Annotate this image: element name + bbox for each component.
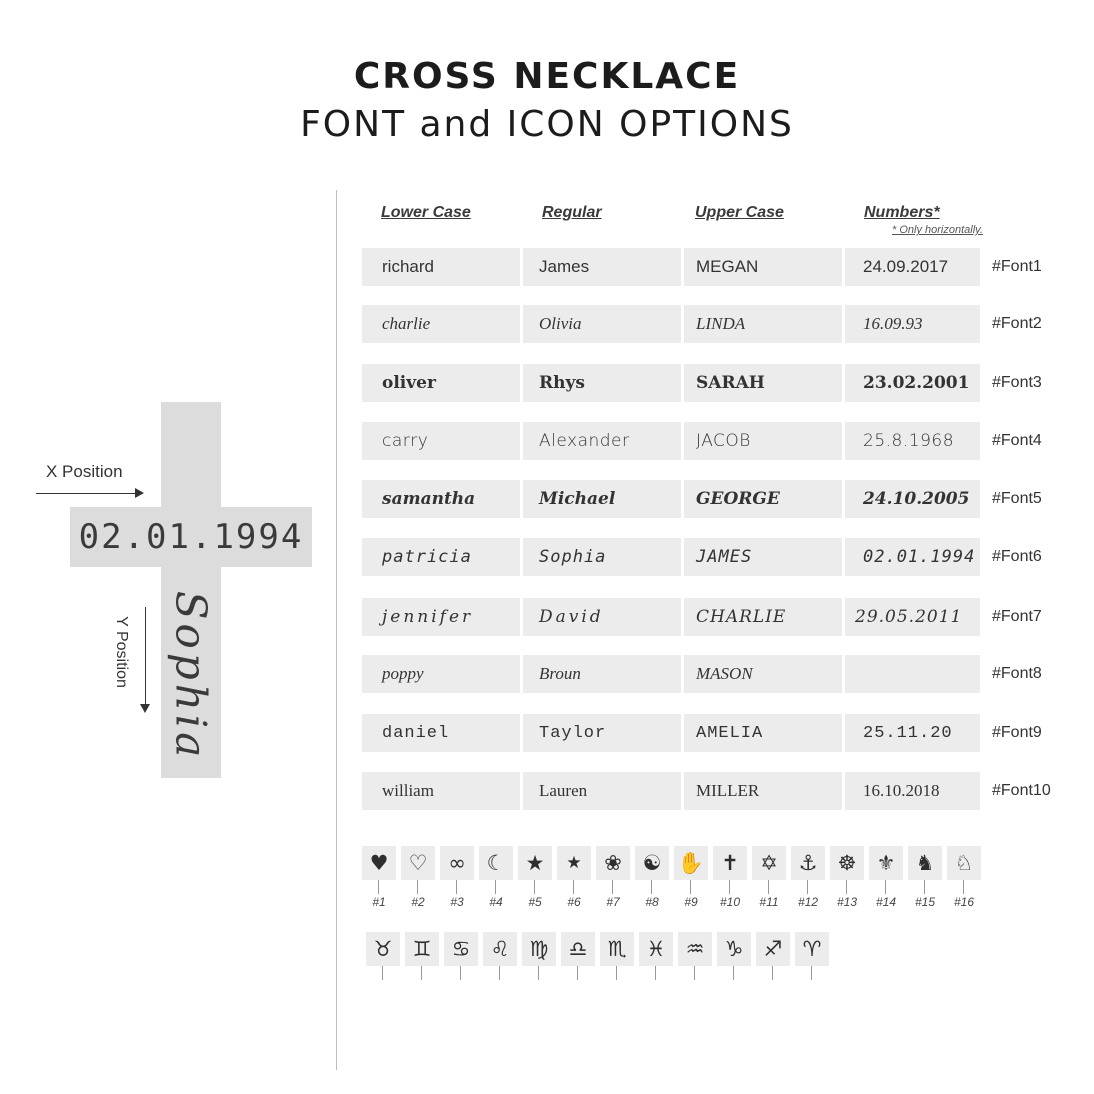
header-lower-case: Lower Case (381, 204, 471, 221)
icon-option[interactable] (674, 846, 708, 916)
icon-stem (573, 880, 574, 894)
icon-label: #15 (914, 895, 936, 909)
yin-yang-icon: ☯ (635, 846, 669, 880)
icon-option[interactable] (947, 846, 981, 916)
icon-label: #3 (450, 895, 464, 909)
infinity-icon: ∞ (440, 846, 474, 880)
leo-icon: ♌ (483, 932, 517, 966)
icon-label: #13 (836, 895, 858, 909)
icon-stem (924, 880, 925, 894)
regular-sample: Rhys (523, 364, 681, 402)
icon-label: #4 (489, 895, 503, 909)
icon-stem (456, 880, 457, 894)
icon-options (362, 846, 1022, 916)
upper-case-sample: JACOB (684, 422, 842, 460)
icon-option[interactable] (791, 846, 825, 916)
icon-option[interactable] (440, 846, 474, 916)
heart-filled-icon: ♥ (362, 846, 396, 880)
font-tag: #Font6 (992, 548, 1042, 565)
aries-icon: ♈ (795, 932, 829, 966)
font-row[interactable] (362, 305, 1082, 343)
icon-stem (885, 880, 886, 894)
cancer-icon: ♋ (444, 932, 478, 966)
number-sample: 24.10.2005 (845, 480, 980, 518)
font-tag: #Font5 (992, 490, 1042, 507)
number-sample: 24.09.2017 (845, 248, 980, 286)
icon-option[interactable] (479, 846, 513, 916)
upper-case-sample: MEGAN (684, 248, 842, 286)
zodiac-option[interactable] (561, 932, 595, 1002)
icon-stem (772, 966, 773, 980)
font-row[interactable] (362, 538, 1082, 576)
font-row[interactable] (362, 364, 1082, 402)
font-tag: #Font8 (992, 665, 1042, 682)
icon-option[interactable] (713, 846, 747, 916)
icon-option[interactable] (401, 846, 435, 916)
number-sample: 02.01.1994 (845, 538, 980, 576)
lower-case-sample: jennifer (362, 598, 520, 636)
font-row[interactable] (362, 248, 1082, 286)
icon-stem (963, 880, 964, 894)
regular-sample: Lauren (523, 772, 681, 810)
lower-case-sample: poppy (362, 655, 520, 693)
header-numbers: Numbers* (864, 204, 940, 221)
ship-wheel-icon: ☸ (830, 846, 864, 880)
icon-label: #6 (567, 895, 581, 909)
vertical-divider (336, 190, 337, 1070)
crescent-moon-icon: ☾ (479, 846, 513, 880)
lower-case-sample: oliver (362, 364, 520, 402)
font-tag: #Font7 (992, 608, 1042, 625)
number-sample: 16.10.2018 (845, 772, 980, 810)
font-tag: #Font1 (992, 258, 1042, 275)
lower-case-sample: patricia (362, 538, 520, 576)
upper-case-sample: LINDA (684, 305, 842, 343)
icon-stem (807, 880, 808, 894)
icon-stem (538, 966, 539, 980)
cross-engraving-name: Sophia (166, 590, 216, 762)
header-upper-case: Upper Case (695, 204, 784, 221)
heart-outline-icon: ♡ (401, 846, 435, 880)
hamsa-icon: ✋ (674, 846, 708, 880)
icon-label: #12 (797, 895, 819, 909)
icon-option[interactable] (518, 846, 552, 916)
font-row[interactable] (362, 772, 1082, 810)
icon-stem (421, 966, 422, 980)
icon-label: #8 (645, 895, 659, 909)
upper-case-sample: MASON (684, 655, 842, 693)
icon-stem (495, 880, 496, 894)
regular-sample: Sophia (523, 538, 681, 576)
icon-stem (378, 880, 379, 894)
sagittarius-icon: ♐ (756, 932, 790, 966)
lower-case-sample: samantha (362, 480, 520, 518)
upper-case-sample: CHARLIE (684, 598, 842, 636)
zodiac-option[interactable] (795, 932, 829, 1002)
icon-stem (499, 966, 500, 980)
icon-stem (651, 880, 652, 894)
font-row[interactable] (362, 422, 1082, 460)
y-position-arrow-icon (145, 607, 146, 711)
zodiac-option[interactable] (717, 932, 751, 1002)
zodiac-options (362, 932, 1022, 1002)
icon-stem (694, 966, 695, 980)
page-title: CROSS NECKLACE (353, 56, 741, 97)
upper-case-sample: GEORGE (684, 480, 842, 518)
zodiac-option[interactable] (678, 932, 712, 1002)
icon-stem (811, 966, 812, 980)
zodiac-option[interactable] (483, 932, 517, 1002)
icon-stem (382, 966, 383, 980)
lotus-icon: ⚜ (869, 846, 903, 880)
font-tag: #Font9 (992, 724, 1042, 741)
icon-option[interactable] (596, 846, 630, 916)
icon-stem (768, 880, 769, 894)
icon-option[interactable] (557, 846, 591, 916)
number-sample: 25.11.20 (845, 714, 980, 752)
aquarius-icon: ♒ (678, 932, 712, 966)
cat-icon: ♘ (947, 846, 981, 880)
font-row[interactable] (362, 655, 1082, 693)
icon-stem (612, 880, 613, 894)
star-filled-icon: ★ (518, 846, 552, 880)
scorpio-icon: ♏ (600, 932, 634, 966)
icon-label: #1 (372, 895, 386, 909)
lower-case-sample: daniel (362, 714, 520, 752)
y-position-label: Y Position (113, 616, 130, 688)
paw-icon: ❀ (596, 846, 630, 880)
regular-sample: Alexander (523, 422, 681, 460)
font-row[interactable] (362, 598, 1082, 636)
number-sample: 16.09.93 (845, 305, 980, 343)
icon-stem (616, 966, 617, 980)
icon-stem (733, 966, 734, 980)
icon-label: #5 (528, 895, 542, 909)
regular-sample: Michael (523, 480, 681, 518)
regular-sample: Olivia (523, 305, 681, 343)
zodiac-option[interactable] (756, 932, 790, 1002)
upper-case-sample: AMELIA (684, 714, 842, 752)
number-sample: 29.05.2011 (845, 598, 980, 636)
regular-sample: James (523, 248, 681, 286)
upper-case-sample: SARAH (684, 364, 842, 402)
pisces-icon: ♓ (639, 932, 673, 966)
anchor-icon: ⚓ (791, 846, 825, 880)
icon-label: #7 (606, 895, 620, 909)
font-tag: #Font4 (992, 432, 1042, 449)
regular-sample: Taylor (523, 714, 681, 752)
icon-label: #14 (875, 895, 897, 909)
icon-option[interactable] (908, 846, 942, 916)
icon-label: #11 (759, 895, 779, 909)
icon-stem (690, 880, 691, 894)
font-tag: #Font10 (992, 782, 1051, 799)
lower-case-sample: william (362, 772, 520, 810)
lower-case-sample: richard (362, 248, 520, 286)
icon-stem (577, 966, 578, 980)
star-small-icon: ★ (557, 846, 591, 880)
icon-label: #16 (953, 895, 975, 909)
regular-sample: Broun (523, 655, 681, 693)
header-numbers-note: * Only horizontally. (892, 224, 983, 236)
x-position-label: X Position (46, 462, 123, 481)
icon-option[interactable] (869, 846, 903, 916)
icon-stem (460, 966, 461, 980)
zodiac-option[interactable] (600, 932, 634, 1002)
taurus-icon: ♉ (366, 932, 400, 966)
icon-option[interactable] (635, 846, 669, 916)
icon-option[interactable] (752, 846, 786, 916)
star-of-david-icon: ✡ (752, 846, 786, 880)
icon-stem (729, 880, 730, 894)
number-sample (845, 655, 980, 693)
zodiac-option[interactable] (522, 932, 556, 1002)
libra-icon: ♎ (561, 932, 595, 966)
lower-case-sample: charlie (362, 305, 520, 343)
font-tag: #Font3 (992, 374, 1042, 391)
icon-option[interactable] (830, 846, 864, 916)
virgo-icon: ♍ (522, 932, 556, 966)
dog-icon: ♞ (908, 846, 942, 880)
gemini-icon: ♊ (405, 932, 439, 966)
upper-case-sample: JAMES (684, 538, 842, 576)
header-regular: Regular (542, 204, 602, 221)
page-subtitle: FONT and ICON OPTIONS (300, 104, 794, 145)
icon-label: #9 (684, 895, 698, 909)
x-position-arrow-icon (36, 493, 142, 494)
upper-case-sample: MILLER (684, 772, 842, 810)
cross-engraving-date: 02.01.1994 (78, 517, 304, 557)
icon-stem (534, 880, 535, 894)
zodiac-option[interactable] (639, 932, 673, 1002)
icon-stem (846, 880, 847, 894)
font-tag: #Font2 (992, 315, 1042, 332)
regular-sample: David (523, 598, 681, 636)
font-row[interactable] (362, 714, 1082, 752)
zodiac-option[interactable] (405, 932, 439, 1002)
icon-label: #2 (411, 895, 425, 909)
font-row[interactable] (362, 480, 1082, 518)
icon-stem (655, 966, 656, 980)
icon-option[interactable] (362, 846, 396, 916)
icon-label: #10 (719, 895, 741, 909)
capricorn-icon: ♑ (717, 932, 751, 966)
zodiac-option[interactable] (366, 932, 400, 1002)
cross-icon: ✝ (713, 846, 747, 880)
number-sample: 25.8.1968 (845, 422, 980, 460)
zodiac-option[interactable] (444, 932, 478, 1002)
number-sample: 23.02.2001 (845, 364, 980, 402)
lower-case-sample: carry (362, 422, 520, 460)
icon-stem (417, 880, 418, 894)
